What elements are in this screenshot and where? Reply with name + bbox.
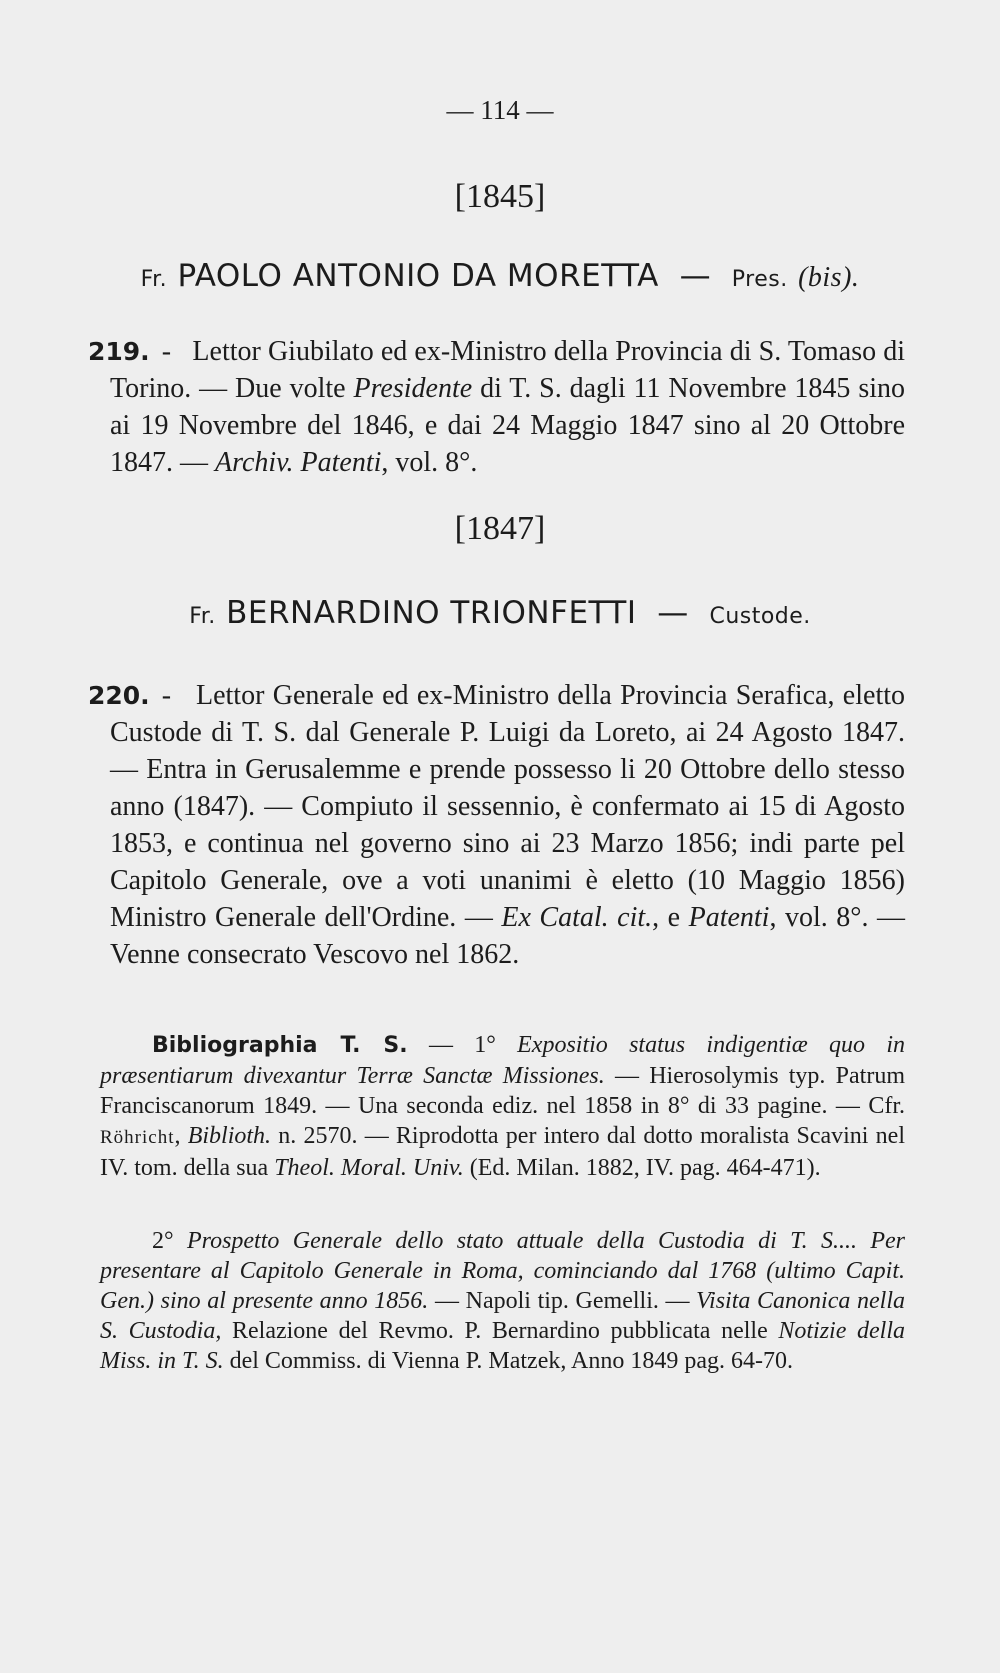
entry-text: , vol. 8°. — Venne consecrato Vescovo nel 1862. — [110, 902, 905, 970]
biblio-italic: Notizie della Miss. in T. S. — [100, 1318, 906, 1374]
heading-prefix: Fr. — [189, 604, 216, 629]
entry-text: Lettor Giubilato ed ex-Ministro della Provincia di S. Tomaso di Torino. — Due volte — [110, 336, 905, 404]
entry-number: 219. — [88, 337, 150, 366]
biblio-italic: Expositio status indigentiæ quo in præsentiarum divexantur Terræ Sanctæ Missiones. — [100, 1032, 905, 1089]
biblio-text: 2° — [152, 1228, 187, 1254]
biblio-text: Relazione del Revmo. P. Bernardino pubblicata nelle — [221, 1318, 779, 1344]
year-heading-1847: [1847] — [454, 510, 546, 547]
entry-italic: Presidente — [353, 373, 473, 404]
biblio-text: , — [174, 1123, 188, 1149]
entry-text: , e — [652, 902, 689, 933]
bibliography-paragraph-1 — [100, 1030, 905, 1183]
heading-dash: — — [657, 595, 689, 631]
biblio-text: n. 2570. — Riprodotta per intero dal dotto moralista Scavini nel IV. tom. della sua — [100, 1123, 905, 1181]
entry-219 — [88, 333, 905, 481]
biblio-italic: Biblioth. — [187, 1123, 272, 1149]
biblio-text: — Hierosolymis typ. Patrum Franciscanorum 1849. — Una seconda ediz. nel 1858 in 8° di 33 pagine. — Cfr. — [100, 1063, 905, 1119]
entry-heading-trionfetti — [0, 595, 1000, 631]
entry-text: di T. S. dagli 11 Novembre 1845 sino ai 19 Novembre del 1846, e dai 24 Maggio 1847 sino al 20 Ottobre 1847. — — [110, 373, 905, 478]
entry-heading-moretta — [0, 258, 1000, 294]
entry-italic: Ex Catal. cit. — [501, 902, 653, 933]
entry-italic: Archiv. Patenti — [215, 447, 382, 478]
entry-dash: - — [161, 336, 172, 367]
heading-prefix: Fr. — [140, 267, 168, 292]
heading-note: (bis). — [798, 262, 860, 293]
heading-dash: — — [679, 258, 712, 294]
page-number: — 114 — — [446, 95, 554, 125]
entry-number: 220. — [88, 681, 150, 710]
entry-dash: - — [161, 680, 172, 711]
heading-title: Pres. — [731, 267, 788, 292]
entry-220 — [88, 677, 905, 973]
bibliography-heading: Bibliographia T. S. — [152, 1033, 408, 1058]
biblio-text: (Ed. Milan. 1882, IV. pag. 464-471). — [463, 1155, 821, 1181]
biblio-italic: Prospetto Generale dello stato attuale della Custodia di T. S.... Per presentare al Capitolo Generale in Roma, cominciando dal 1768 (ultimo Capit. Gen.) sino al presente anno 1856. — [100, 1228, 905, 1314]
entry-text: , vol. 8°. — [381, 447, 478, 478]
entry-text: Lettor Generale ed ex-Ministro della Provincia Serafica, eletto Custode di T. S. dal Generale P. Luigi da Loreto, ai 24 Agosto 1847. — Entra in Gerusalemme e prende possesso li 20 Ottobre dello stesso anno (1847). — Compiuto il sessennio, è confermato ai 15 di Agosto 1853, e continua nel governo sino ai 23 Marzo 1856; indi parte pel Capitolo Generale, ove a voti unanimi è eletto (10 Maggio 1856) Ministro Generale dell'Ordine. — — [110, 680, 905, 933]
biblio-italic: Theol. Moral. Univ. — [274, 1155, 464, 1181]
bibliography-paragraph-2 — [100, 1226, 905, 1376]
biblio-text: — 1° — [407, 1032, 518, 1058]
biblio-text: — Napoli tip. Gemelli. — — [428, 1288, 697, 1314]
biblio-text: del Commiss. di Vienna P. Matzek, Anno 1849 pag. 64-70. — [223, 1348, 793, 1374]
biblio-italic: Visita Canonica nella S. Custodia, — [100, 1288, 906, 1344]
heading-name: PAOLO ANTONIO DA MORETTA — [177, 258, 659, 294]
year-heading-1845: [1845] — [454, 178, 546, 215]
entry-italic: Patenti — [688, 902, 770, 933]
biblio-author: Röhricht — [100, 1127, 175, 1148]
heading-title: Custode. — [709, 604, 811, 629]
heading-name: BERNARDINO TRIONFETTI — [226, 595, 637, 631]
